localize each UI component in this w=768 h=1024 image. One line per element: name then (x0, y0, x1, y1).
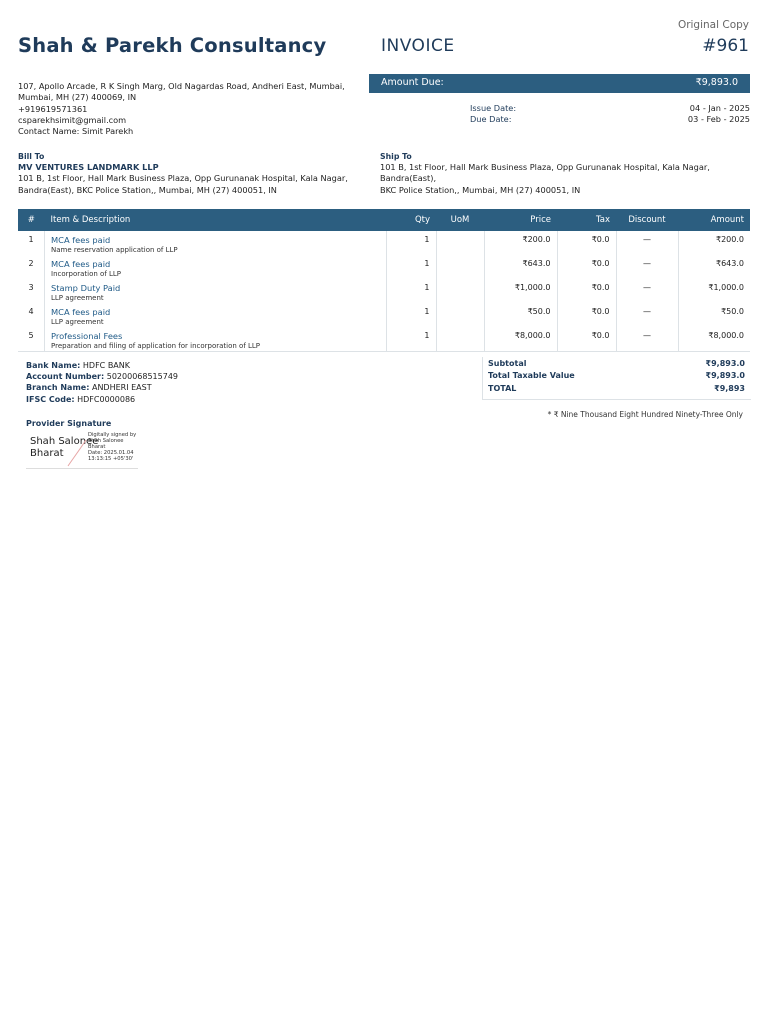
cell-price: ₹643.0 (484, 255, 557, 279)
cell-index: 3 (18, 279, 45, 303)
ship-to-block (380, 151, 755, 196)
total-row (483, 382, 751, 399)
totals-box (482, 357, 751, 400)
issue-date-value: 04 - Jan - 2025 (689, 103, 750, 113)
signature-stamp-line: Date: 2025.01.04 (88, 450, 134, 456)
cell-uom (436, 279, 484, 303)
signature-stamp-line: Digitally signed by (88, 432, 137, 438)
item-description: Name reservation application of LLP (51, 246, 178, 254)
subtotal-label: Subtotal (488, 358, 527, 368)
cell-tax: ₹0.0 (557, 303, 616, 327)
bank-name-value: HDFC BANK (82, 361, 131, 370)
cell-discount: — (616, 327, 678, 352)
bank-name-row (26, 360, 178, 371)
invoice-dates (470, 103, 750, 126)
table-row (18, 279, 750, 303)
taxable-value: ₹9,893.0 (705, 371, 745, 381)
bill-to-heading: Bill To (18, 152, 45, 161)
ship-to-address-line: BKC Police Station,, Mumbai, MH (27) 400051, IN (380, 184, 581, 195)
issue-date-row (470, 103, 750, 114)
due-date-row (470, 114, 750, 125)
bank-name-label: Bank Name: (26, 361, 81, 370)
cell-discount: — (616, 231, 678, 255)
cell-index: 5 (18, 327, 45, 352)
cell-price: ₹8,000.0 (484, 327, 557, 352)
sender-address (18, 81, 348, 137)
signature-check-icon (66, 438, 88, 468)
cell-discount: — (616, 279, 678, 303)
company-name: Shah & Parekh Consultancy (18, 34, 327, 57)
ifsc-code-label: IFSC Code: (26, 394, 75, 404)
account-number-value: 50200068515749 (106, 372, 179, 382)
col-header-item: Item & Description (45, 209, 387, 231)
cell-uom (436, 255, 484, 279)
amount-due-value: ₹9,893.0 (695, 77, 738, 88)
copy-label: Original Copy (677, 19, 749, 31)
ship-to-address-line: 101 B, 1st Floor, Hall Mark Business Plaza, Opp Gurunanak Hospital, Kala Nagar, Bandra(East), (380, 162, 710, 184)
taxable-label: Total Taxable Value (488, 371, 575, 381)
col-header-amount: Amount (678, 209, 750, 231)
account-number-label: Account Number: (26, 372, 105, 382)
cell-index: 1 (18, 231, 45, 255)
cell-price: ₹200.0 (484, 231, 557, 255)
cell-index: 2 (18, 255, 45, 279)
ifsc-code-row (26, 394, 178, 405)
branch-name-row (26, 382, 178, 393)
col-header-tax: Tax (557, 209, 616, 231)
cell-qty: 1 (386, 231, 436, 255)
amount-due-bar (369, 74, 750, 93)
signature-stamp-line: Shah Salonee Bharat (88, 438, 124, 450)
cell-tax: ₹0.0 (557, 279, 616, 303)
sender-email: csparekhsimit@gmail.com (18, 114, 127, 125)
document-title: INVOICE (381, 36, 455, 56)
taxable-row (483, 370, 751, 383)
cell-qty: 1 (386, 327, 436, 352)
signature-stamp (88, 432, 138, 462)
item-name: MCA fees paid (51, 235, 111, 245)
table-row (18, 303, 750, 327)
cell-amount: ₹8,000.0 (678, 327, 750, 352)
due-date-value: 03 - Feb - 2025 (687, 114, 750, 125)
cell-qty: 1 (386, 279, 436, 303)
cell-amount: ₹50.0 (721, 307, 744, 316)
cell-qty: 1 (386, 303, 436, 327)
signer-name-line: Shah Salonee (30, 436, 99, 447)
signer-name-line: Bharat (30, 448, 64, 459)
cell-qty: 1 (386, 255, 436, 279)
subtotal-row (483, 357, 751, 370)
cell-price: ₹1,000.0 (484, 279, 557, 303)
signature-stamp-line: 13:13:15 +05'30' (88, 456, 134, 462)
table-row (18, 231, 750, 255)
cell-discount: — (616, 255, 678, 279)
cell-uom (436, 231, 484, 255)
bill-to-name: MV VENTURES LANDMARK LLP (18, 162, 159, 173)
bill-to-address-line: 101 B, 1st Floor, Hall Mark Business Plaza, Opp Gurunanak Hospital, Kala Nagar, (18, 173, 348, 184)
cell-tax: ₹0.0 (557, 255, 616, 279)
due-date-label: Due Date: (470, 114, 512, 125)
ship-to-heading: Ship To (380, 152, 412, 161)
cell-item (45, 231, 387, 255)
branch-name-label: Branch Name: (26, 383, 90, 393)
item-description: Preparation and filing of application for incorporation of LLP (51, 342, 261, 350)
ifsc-code-value: HDFC0000086 (77, 394, 136, 404)
digital-signature (26, 432, 138, 469)
cell-discount: — (616, 303, 678, 327)
col-header-uom: UoM (436, 209, 484, 231)
bank-details (26, 360, 178, 405)
amount-in-words: * ₹ Nine Thousand Eight Hundred Ninety-Three Only (547, 410, 743, 419)
cell-price: ₹50.0 (484, 303, 557, 327)
sender-address-line: Mumbai, MH (27) 400069, IN (18, 92, 137, 103)
cell-tax: ₹0.0 (557, 327, 616, 352)
cell-amount: ₹643.0 (716, 259, 744, 268)
table-row (18, 255, 750, 279)
item-name: MCA fees paid (51, 259, 111, 269)
line-items-table (18, 209, 750, 352)
cell-uom (436, 303, 484, 327)
issue-date-label: Issue Date: (470, 103, 517, 113)
total-label: TOTAL (488, 384, 517, 394)
signature-heading: Provider Signature (26, 419, 112, 428)
col-header-qty: Qty (386, 209, 436, 231)
item-description: Incorporation of LLP (51, 270, 122, 278)
account-number-row (26, 371, 178, 382)
cell-index: 4 (18, 303, 45, 327)
item-name: Professional Fees (51, 331, 123, 341)
table-header-row (18, 209, 750, 231)
cell-item (45, 279, 387, 303)
col-header-price: Price (484, 209, 557, 231)
item-name: MCA fees paid (51, 307, 111, 317)
branch-name-value: ANDHERI EAST (91, 383, 152, 393)
col-header-discount: Discount (616, 209, 678, 231)
total-value: ₹9,893 (714, 384, 745, 394)
cell-amount: ₹1,000.0 (708, 283, 744, 292)
cell-item (45, 303, 387, 327)
cell-amount: ₹200.0 (716, 235, 744, 244)
invoice-number: #961 (702, 36, 749, 56)
col-header-index: # (18, 209, 45, 231)
item-description: LLP agreement (51, 318, 104, 326)
cell-item (45, 255, 387, 279)
item-name: Stamp Duty Paid (51, 283, 121, 293)
cell-tax: ₹0.0 (557, 231, 616, 255)
table-row (18, 327, 750, 352)
sender-address-line: 107, Apollo Arcade, R K Singh Marg, Old Nagardas Road, Andheri East, Mumbai, (18, 81, 345, 91)
item-description: LLP agreement (51, 294, 104, 302)
bill-to-block (18, 151, 348, 196)
sender-contact: Contact Name: Simit Parekh (18, 126, 134, 137)
amount-due-label: Amount Due: (381, 77, 444, 88)
cell-item (45, 327, 387, 352)
bill-to-address-line: Bandra(East), BKC Police Station,, Mumbai, MH (27) 400051, IN (18, 184, 277, 195)
subtotal-value: ₹9,893.0 (705, 358, 745, 368)
sender-phone: +919619571361 (18, 103, 88, 114)
cell-uom (436, 327, 484, 352)
